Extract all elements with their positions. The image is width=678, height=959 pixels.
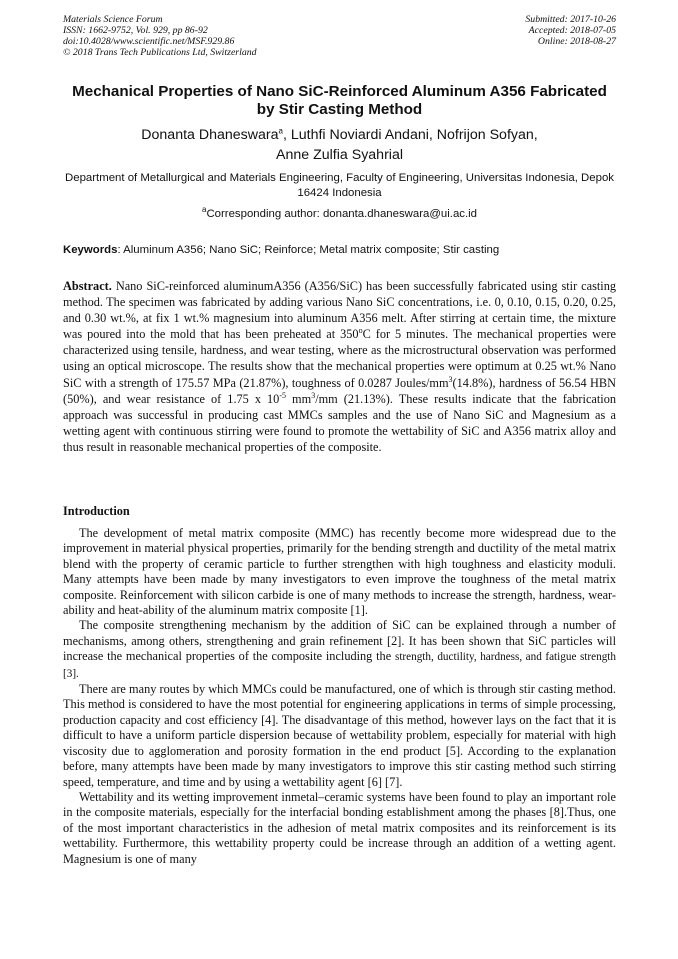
other-authors: , Luthfi Noviardi Andani, Nofrijon Sofyan, <box>282 127 538 143</box>
abstract-text-1: Nano SiC-reinforced aluminumA356 (A356/SiC) has been successfully fabricated using stir casting method. The specimen was fabricated by adding various Nano SiC concentrations, i.e. 0, 0.10, 0.15, 0.20, 0.25, and 0.30 wt.%, at fix 1 wt.% magnesium into aluminum A356 melt. After stirring at certain time, the mixture was poured into the mold that has been preheated at 350 <box>63 279 616 342</box>
journal-copyright: © 2018 Trans Tech Publications Ltd, Switzerland <box>63 47 257 58</box>
keywords <box>63 243 616 258</box>
author-affil-mark: a <box>278 126 283 136</box>
author-line-2: Anne Zulfia Syahrial <box>276 147 403 163</box>
author-list <box>63 125 616 165</box>
cube-sup-2: 3 <box>311 390 316 400</box>
journal-info <box>63 14 257 58</box>
intro-paragraph-2-text: The composite strengthening mechanism by the addition of SiC can be explained through a number of mechanisms, among others, strengthening and grain refinement [2]. It has been shown that SiC particles will increase the mechanical properties of the composite including the <box>63 618 616 664</box>
journal-name: Materials Science Forum <box>63 14 163 25</box>
submission-dates <box>525 14 616 47</box>
intro-paragraph-1: The development of metal matrix composite (MMC) has recently become more widespread due to the improvement in material physical properties, primarily for the bending strength and ductility of the metal matrix blend with the property of ceramic particle to further strengthen with high toughness and elasticity moduli. Many attempts have been made by many investigators to even improve the toughness of the metal matrix composite. Reinforcement with silicon carbide is one of many methods to increase the strength, hardness, wear-ability and heat-ability of the aluminum matrix composite [1]. <box>63 526 616 618</box>
keywords-label: Keywords <box>63 244 118 256</box>
journal-doi: doi:10.4028/www.scientific.net/MSF.929.86 <box>63 36 235 47</box>
paper-title: Mechanical Properties of Nano SiC-Reinforced Aluminum A356 Fabricated by Stir Casting Method <box>72 83 607 118</box>
corr-text: Corresponding author: donanta.dhaneswara@ui.ac.id <box>206 208 477 220</box>
introduction-body <box>63 526 616 867</box>
section-heading-introduction: Introduction <box>63 504 130 518</box>
first-author: Donanta Dhaneswara <box>141 127 279 143</box>
intro-paragraph-3: There are many routes by which MMCs could be manufactured, one of which is through stir casting method. This method is considered to have the most potential for engineering applications in terms of simple processing, production capacity and cost efficiency [4]. The disadvantage of this method, however lays on the fact that it is difficult to have a uniform particle dispersion because of wettability problem, especially for material with high viscosity due to agglomeration and porosity formation in the end product [5]. According to the explanation before, many attempts have been made by many investigators to improve this stir casting method such stirring speed, temperature, and time and by using a wettability agent [6] [7]. <box>63 682 616 789</box>
author-line-1 <box>63 125 616 145</box>
degree-sup: o <box>358 326 363 336</box>
intro-paragraph-2 <box>63 618 616 682</box>
abstract-label: Abstract. <box>63 279 112 293</box>
date-accepted: Accepted: 2018-07-05 <box>528 25 616 36</box>
corresponding-author <box>63 207 616 222</box>
intro-paragraph-4: Wettability and its wetting improvement inmetal–ceramic systems have been found to play an important role in the composite materials, especially for the interfacial bonding establishment among the phases [8].Thus, one of the most important characteristics in the adhesion of metal matrix composites and its reinforcement is its wettability. Furthermore, this wettability property could be increase through an addition of a wetting agent. Magnesium is one of many <box>63 789 616 866</box>
abstract-text-2: C for 5 minutes. The mechanical properties were characterized using tensile, hardness, and wear testing, where as the microstructural observation was performed using an optical microscope. The results show that the mechanical properties were optimum at 0.25 wt.% Nano SiC with a strength of 175.57 MPa (21.87%), toughness of 0.0287 Joules/mm <box>63 327 616 390</box>
journal-issn: ISSN: 1662-9752, Vol. 929, pp 86-92 <box>63 25 208 36</box>
affiliation: Department of Metallurgical and Materials Engineering, Faculty of Engineering, Universitas Indonesia, Depok 16424 Indonesia <box>65 172 614 199</box>
keywords-text: : Aluminum A356; Nano SiC; Reinforce; Metal matrix composite; Stir casting <box>117 244 500 256</box>
intro-paragraph-2-small: strength, ductility, hardness, and fatigue strength [3]. <box>63 651 616 680</box>
corr-affil-mark: a <box>201 205 207 215</box>
date-submitted: Submitted: 2017-10-26 <box>525 14 616 25</box>
date-online: Online: 2018-08-27 <box>537 36 616 47</box>
abstract <box>63 278 616 455</box>
abstract-text-5: /mm (21.13%). These results indicate that the fabrication approach was successful in producing cast MMCs samples and the use of Nano SiC and Magnesium as a wetting agent with continuous stirring were found to promote the wettability of SiC and A356 matrix alloy and thus result in reasonable mechanical properties of the composite. <box>63 391 616 454</box>
abstract-text-3: (14.8%), hardness of 56.54 HBN (50%), and wear resistance of 1.75 x 10 <box>63 375 616 406</box>
abstract-text-4: mm <box>286 391 312 406</box>
cube-sup-1: 3 <box>448 374 453 384</box>
exponent-sup: -5 <box>279 390 287 400</box>
